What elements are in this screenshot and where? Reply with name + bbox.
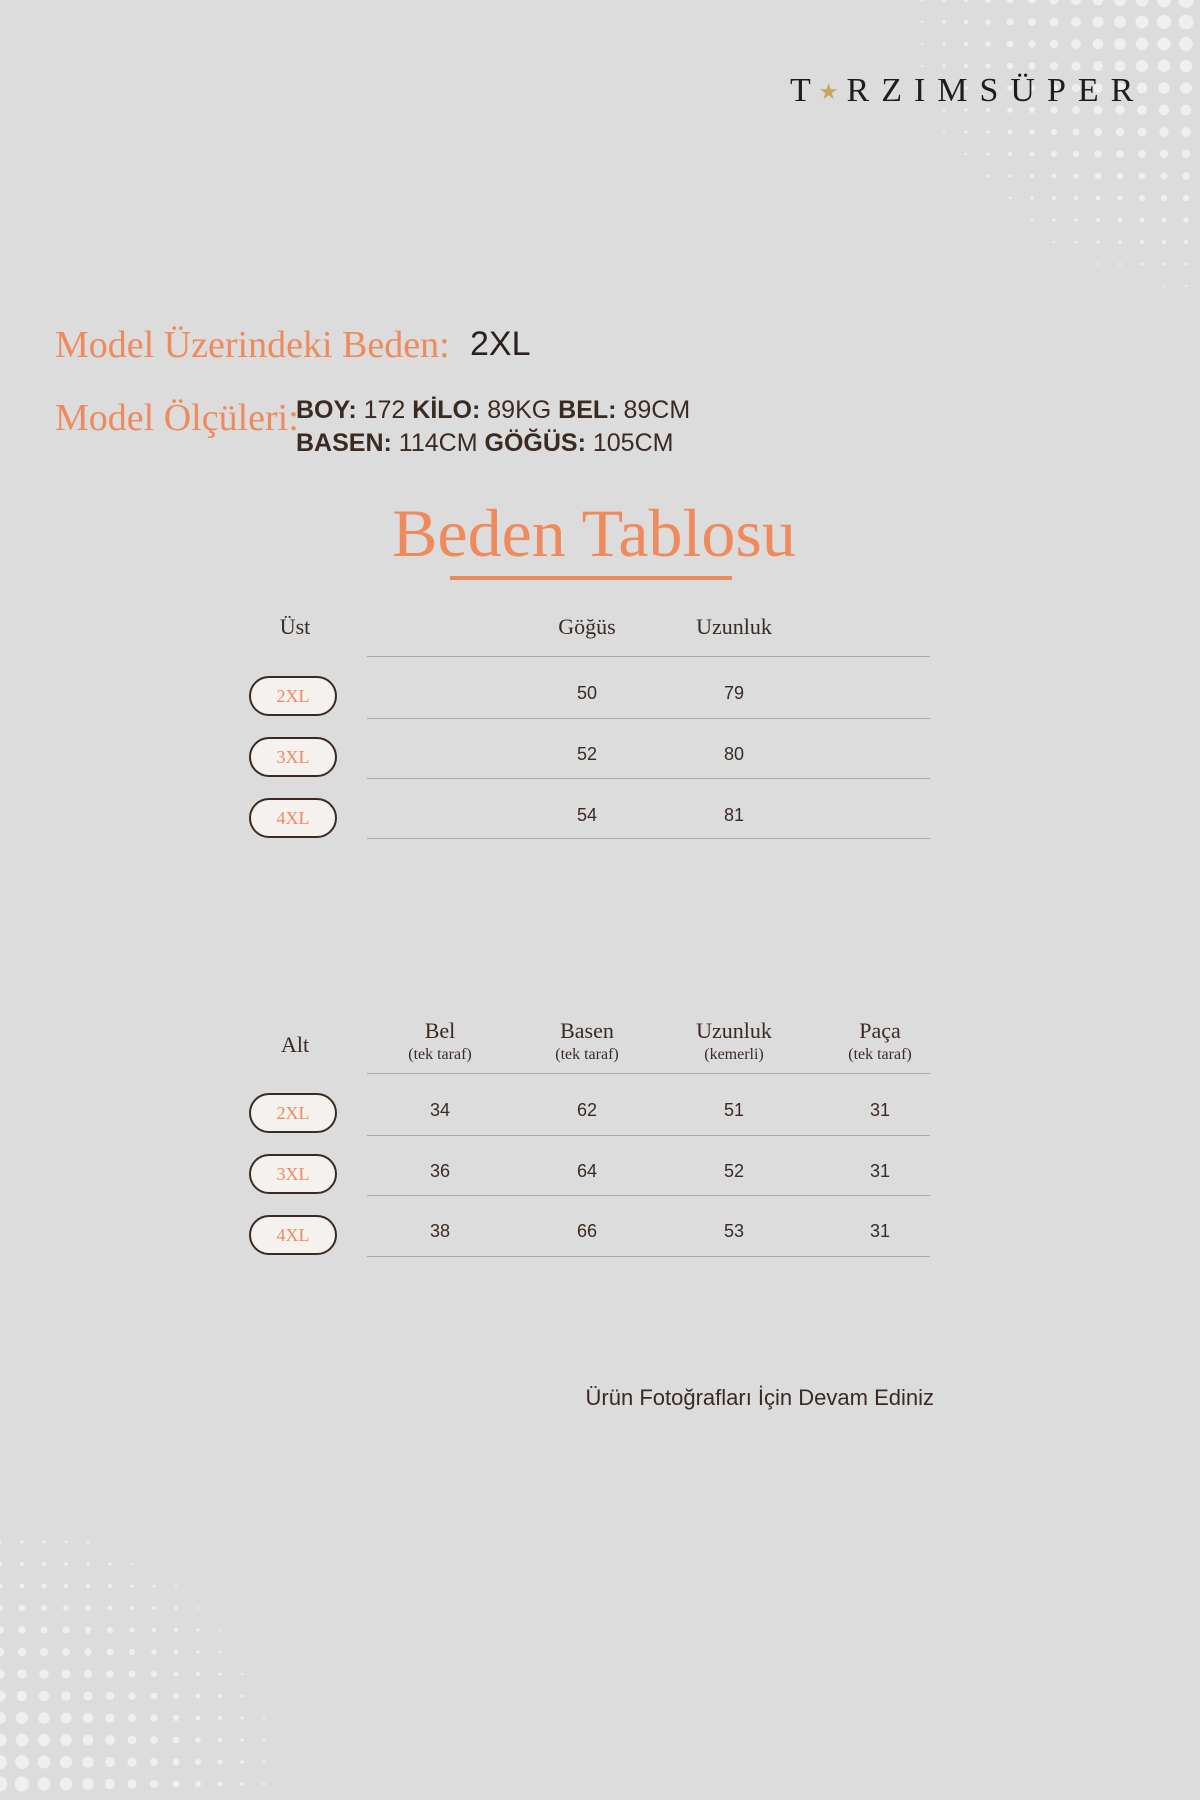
bottom-header-uzunluk: [654, 1018, 814, 1064]
page-title: Beden Tablosu: [392, 495, 796, 571]
boy-label: BOY:: [296, 396, 357, 424]
bottom-cell: 53: [723, 1221, 745, 1241]
bel-value: 89CM: [623, 396, 691, 424]
top-size-pill-4xl: 4XL: [249, 798, 337, 838]
basen-label: BASEN:: [296, 429, 392, 457]
bottom-cell: 52: [723, 1161, 745, 1181]
top-row-divider: [367, 838, 930, 839]
continue-note: Ürün Fotoğrafları İçin Devam Ediniz: [585, 1385, 934, 1410]
boy-value: 172: [363, 396, 406, 424]
logo-text-end: RZIMSÜPER: [846, 72, 1146, 109]
top-cell: 54: [576, 805, 598, 825]
top-cell: 80: [723, 744, 745, 764]
bottom-row-divider: [367, 1195, 930, 1196]
top-size-pill-2xl: 2XL: [249, 676, 337, 716]
basen-value: 114CM: [398, 429, 478, 457]
header-sub: (tek taraf): [848, 1046, 912, 1063]
bottom-cell: 34: [429, 1100, 451, 1120]
header-sub: (kemerli): [704, 1046, 764, 1063]
logo-text-start: T: [790, 72, 823, 109]
top-section-label: Üst: [279, 614, 311, 639]
bottom-cell: 31: [869, 1161, 891, 1181]
title-underline: [450, 576, 732, 580]
bottom-cell: 62: [576, 1100, 598, 1120]
kilo-label: KİLO:: [412, 396, 481, 424]
bottom-size-pill-3xl: 3XL: [249, 1154, 337, 1194]
kilo-value: 89KG: [487, 396, 552, 424]
header-label: Uzunluk: [696, 1018, 772, 1043]
bottom-size-pill-4xl: 4XL: [249, 1215, 337, 1255]
model-measurements-label: Model Ölçüleri:: [55, 397, 299, 439]
measurements-line-2: [296, 429, 673, 458]
gogus-value: 105CM: [592, 429, 674, 457]
top-cell: 52: [576, 744, 598, 764]
header-label: Basen: [560, 1018, 614, 1043]
star-icon: ★: [818, 79, 839, 104]
top-header-gogus: Göğüs: [558, 614, 616, 639]
bottom-row-divider: [367, 1135, 930, 1136]
bottom-section-label: Alt: [280, 1032, 310, 1057]
bottom-header-paca: [800, 1018, 960, 1064]
top-header-divider: [367, 656, 930, 657]
measurements-line-1: [296, 396, 690, 425]
bottom-row-divider: [367, 1256, 930, 1257]
brand-logo: [790, 72, 1145, 110]
top-size-pill-3xl: 3XL: [249, 737, 337, 777]
top-cell: 81: [723, 805, 745, 825]
bottom-header-divider: [367, 1073, 930, 1074]
header-label: Bel: [424, 1018, 456, 1043]
bottom-cell: 31: [869, 1100, 891, 1120]
bottom-cell: 51: [723, 1100, 745, 1120]
top-cell: 79: [723, 683, 745, 703]
bottom-header-bel: [360, 1018, 520, 1064]
bottom-cell: 36: [429, 1161, 451, 1181]
header-label: Paça: [859, 1018, 901, 1043]
model-size-label: Model Üzerindeki Beden:: [55, 324, 450, 366]
bottom-cell: 31: [869, 1221, 891, 1241]
top-row-divider: [367, 778, 930, 779]
bel-label: BEL:: [558, 396, 617, 424]
bottom-cell: 38: [429, 1221, 451, 1241]
bottom-cell: 64: [576, 1161, 598, 1181]
gogus-label: GÖĞÜS:: [484, 429, 586, 457]
top-header-uzunluk: Uzunluk: [696, 614, 772, 639]
bottom-header-basen: [507, 1018, 667, 1064]
bottom-size-pill-2xl: 2XL: [249, 1093, 337, 1133]
top-row-divider: [367, 718, 930, 719]
bottom-cell: 66: [576, 1221, 598, 1241]
top-cell: 50: [576, 683, 598, 703]
header-sub: (tek taraf): [408, 1046, 472, 1063]
model-size-value: 2XL: [470, 325, 531, 363]
header-sub: (tek taraf): [555, 1046, 619, 1063]
